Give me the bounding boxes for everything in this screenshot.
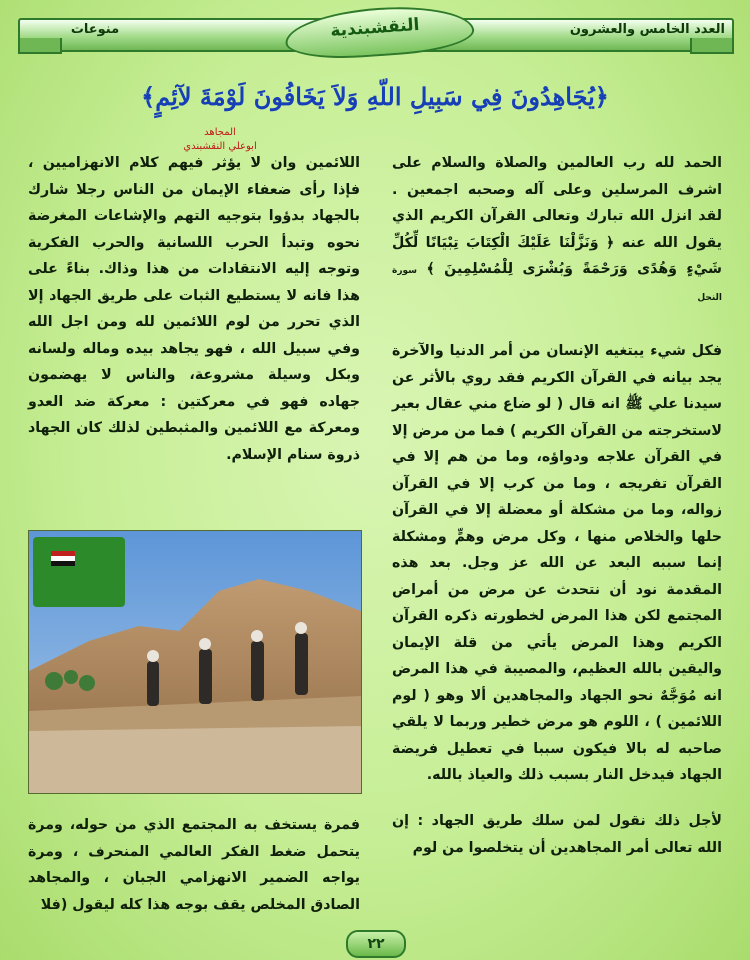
left-column-end	[28, 812, 360, 927]
ribbon-title: النقشبندية	[329, 14, 420, 42]
closing-paragraph: لأجل ذلك نقول لمن سلك طريق الجهاد : إن الله تعالى أمر المجاهدين أن يتخلصوا من لوم	[392, 813, 722, 856]
body-paragraph: فكل شيء يبتغيه الإنسان من أمر الدنيا والآخرة يجد بيانه في القرآن الكريم فقد روي بالأثر عن سيدنا علي ﷺ انه قال ( لو ضاع مني عقال بعير لاستخرجته من القرآن الكريم ) فما من مرض إلا في القرآن علاجه ودواؤه، وما من هم إلا في القرآن تفريجه ، وما من كرب إلا في القرآن زواله، وما من مشكلة أو معضلة إلا في القرآن حلها والخلاص منها ، وكل مرض وهمٍّ ومشكلة إنما سببه البعد عن الله عز وجل. بعد هذه المقدمة نود أن نتحدث عن مرض من أمراض المجتمع لكن هذا المرض لخطورته ذكره القرآن الكريم وهذا المرض يأتي من قلة الإيمان واليقين بالله العظيم، والمصيبة في هذا المرض انه مُوَجَّهٌ نحو الجهاد والمجاهدين ألا وهو ( لوم اللائمين ) ، اللوم هو مرض خطير وربما لا يلقي صاحبه له بالا فيكون سببا في تعطيل فريضة الجهاد فيدخل النار بسبب ذلك والعياذ بالله.	[392, 343, 722, 783]
right-column-body	[392, 338, 722, 808]
section-label: منوعات	[70, 22, 120, 37]
sura-reference: سورة النحل	[392, 266, 722, 303]
right-column-end	[392, 808, 722, 928]
issue-label: العدد الخامس والعشرون	[569, 22, 725, 37]
photo-illustration	[29, 531, 361, 793]
left-paragraph: اللائمين وان لا يؤثر فيهم كلام الانهزاميين ، فإذا رأى ضعفاء الإيمان من الناس رجلا شارك بالجهاد بدؤوا بتوجيه التهم والإشاعات المغرضة نحوه وتبدأ الحرب اللسانية والحرب الفكرية وتوجه إليه الانتقادات من هذا وذاك. بناءً على هذا فانه لا يستطيع الثبات على طريق الجهاد إلا الذي تحرر من لوم اللائمين لله ومن اجل الله وفي سبيل الله ، فهو يجاهد بيده وماله ولسانه وبكل وسيلة مشروعة، والناس لا يهضمون جهاده فهو في معركتين : معركة ضد العدو ومعركة مع اللائمين والمثبطين لذلك كان الجهاد ذروة سنام الإسلام.	[28, 155, 360, 463]
quran-verse-heading: ﴿يُجَاهِدُونَ فِي سَبِيلِ اللّهِ وَلاَ يَخَافُونَ لَوْمَةَ لآئِمٍ﴾	[141, 82, 609, 111]
left-column-body	[28, 150, 360, 515]
right-column-intro	[392, 150, 722, 325]
mujahideen-photo	[28, 530, 362, 794]
left-closing-paragraph: فمرة يستخف به المجتمع الذي من حوله، ومرة يتحمل ضغط الفكر العالمي المنحرف ، ومرة يواجه الضمير الانهزامي الجبان ، والمجاهد الصادق المخلص يقف بوجه هذا كله ليقول (فلا	[28, 817, 360, 913]
intro-paragraph: الحمد لله رب العالمين والصلاة والسلام على اشرف المرسلين وعلى آله وصحبه اجمعين . لقد انزل الله تبارك وتعالى القرآن الكريم الذي يقول الله عنه ﴿ وَنَزَّلْنَا عَلَيْكَ الْكِتَابَ تِبْيَانًا لِّكُلِّ شَيْءٍ وَهُدًى وَرَحْمَةً وَبُشْرَى لِلْمُسْلِمِينَ ﴾	[392, 155, 722, 277]
author-title: المجاهد	[204, 127, 236, 138]
author-name: ابوعلي النقشبندي	[183, 141, 257, 152]
page-number: ٢٢	[346, 930, 406, 958]
